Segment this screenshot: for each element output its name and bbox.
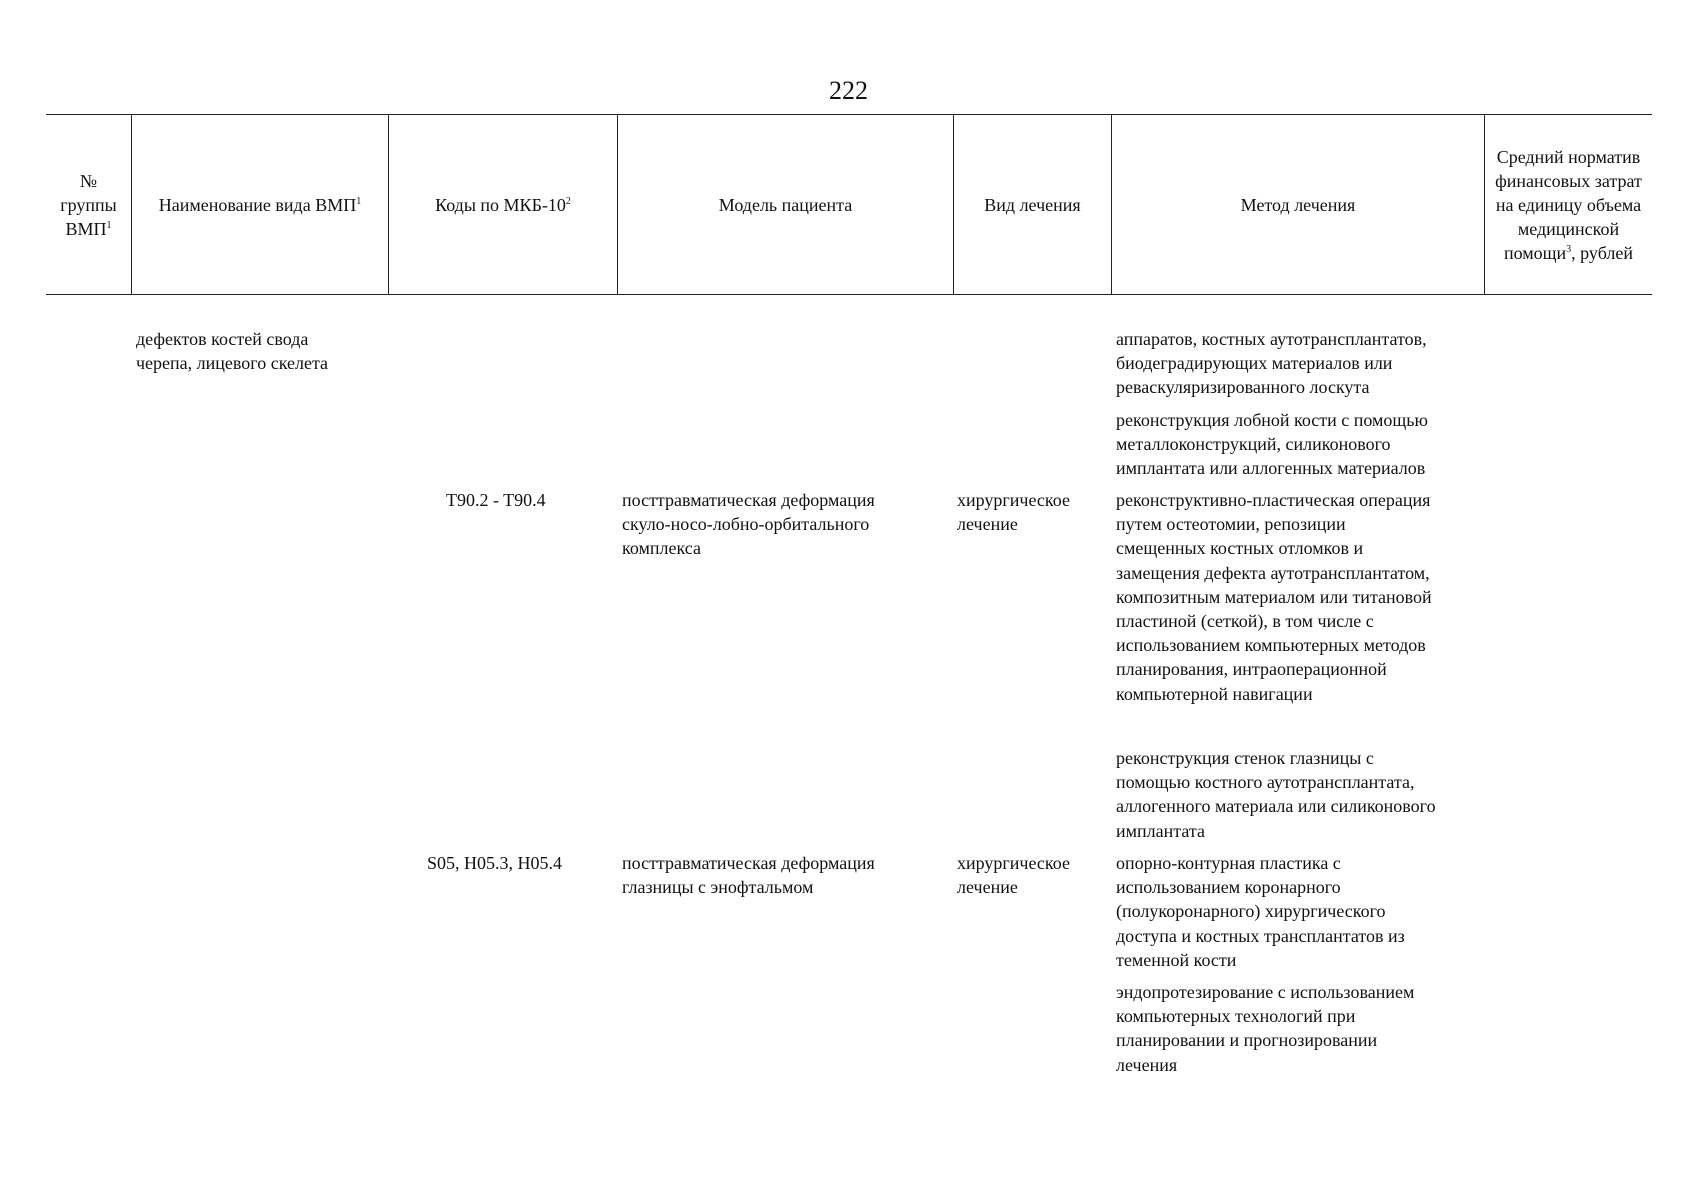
header-icd-codes xyxy=(389,115,617,294)
footnote-ref: 2 xyxy=(565,195,571,207)
icd-code: T90.2 - T90.4 xyxy=(446,490,546,510)
footnote-ref: 1 xyxy=(106,219,112,231)
treatment-type: хирургическое лечение xyxy=(957,490,1070,535)
header-vmp-name-text: Наименование вида ВМП xyxy=(158,194,357,215)
header-group-number-text: № группы ВМП xyxy=(60,170,117,239)
treatment-method: реконструктивно-пластическая операция путем остеотомии, репозиции смещенных костных отломков и замещения дефекта аутотрансплантатом, композитным материалом или титановой пластиной (сеткой), в том числе с использованием компьютерных методов планирования, интраоперационной компьютерной навигации xyxy=(1116,490,1432,704)
header-vmp-name xyxy=(132,115,388,294)
patient-model: посттравматическая деформация скуло-носо-лобно-орбитального комплекса xyxy=(622,490,875,559)
treatment-type: хирургическое лечение xyxy=(957,853,1070,898)
header-average-cost xyxy=(1485,115,1652,294)
header-average-cost-text: Средний норматив финансовых затрат на единицу объема медицинской помощи xyxy=(1495,146,1642,263)
patient-model: посттравматическая деформация глазницы с энофтальмом xyxy=(622,853,875,898)
header-average-cost-unit: , рублей xyxy=(1571,242,1634,263)
treatment-method: реконструкция лобной кости с помощью металлоконструкций, силиконового имплантата или аллогенных материалов xyxy=(1116,410,1428,479)
header-patient-model-text: Модель пациента xyxy=(718,194,853,215)
table-header xyxy=(46,114,1652,295)
header-treatment-method-text: Метод лечения xyxy=(1240,194,1356,215)
treatment-method: эндопротезирование с использованием компьютерных технологий при планировании и прогнозировании лечения xyxy=(1116,982,1415,1075)
treatment-method: аппаратов, костных аутотрансплантатов, биодеградирующих материалов или реваскуляризированного лоскута xyxy=(1116,329,1427,398)
footnote-ref: 1 xyxy=(356,195,362,207)
header-group-number xyxy=(46,115,131,294)
treatment-method: реконструкция стенок глазницы с помощью костного аутотрансплантата, аллогенного материала или силиконового имплантата xyxy=(1116,748,1436,841)
header-treatment-type xyxy=(954,115,1111,294)
header-treatment-method xyxy=(1112,115,1484,294)
header-patient-model xyxy=(618,115,953,294)
icd-code: S05, H05.3, H05.4 xyxy=(427,853,563,873)
vmp-name-continuation: дефектов костей свода черепа, лицевого скелета xyxy=(136,329,329,374)
footnote-ref: 3 xyxy=(1566,243,1572,255)
header-icd-codes-text: Коды по МКБ-10 xyxy=(435,194,566,215)
treatment-method: опорно-контурная пластика с использованием коронарного (полукоронарного) хирургического доступа и костных трансплантатов из теменной кости xyxy=(1116,853,1405,970)
page-number: 222 xyxy=(829,76,868,105)
header-treatment-type-text: Вид лечения xyxy=(984,194,1081,215)
